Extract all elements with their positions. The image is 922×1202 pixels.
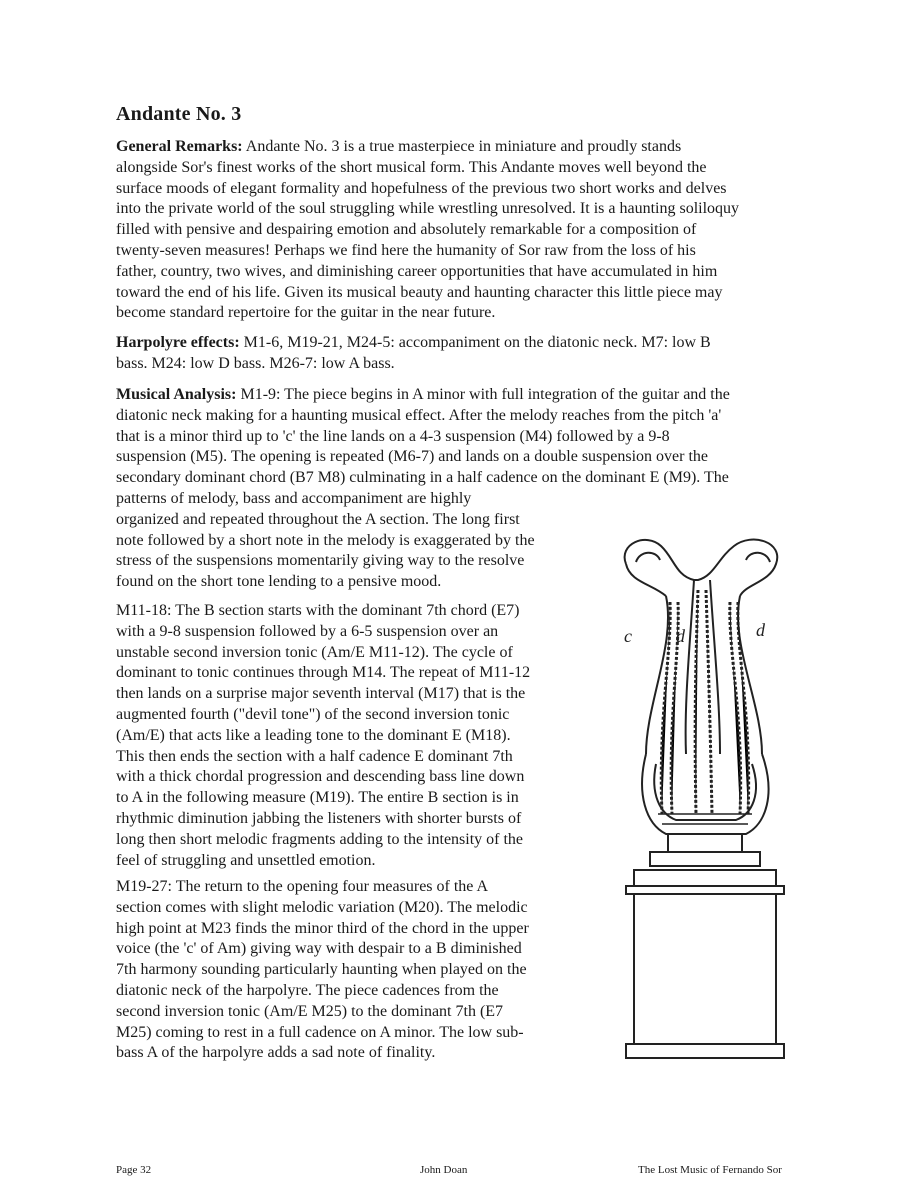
return-section-paragraph (116, 877, 594, 1064)
text-line: This then ends the section with a half cadence E dominant 7th (116, 747, 513, 765)
harpolyre-drawing (606, 524, 806, 1072)
neck-label-d-right: d (756, 620, 765, 640)
text-line: bass A of the harpolyre adds a sad note of finality. (116, 1044, 436, 1062)
text-line: note followed by a short note in the melody is exaggerated by the (116, 531, 535, 549)
neck-label-d-left: d (676, 626, 685, 646)
text-line: second inversion tonic (Am/E M25) to the dominant 7th (E7 (116, 1002, 504, 1020)
text-line: father, country, two wives, and diminishing career opportunities that have accumulated in him (116, 262, 718, 280)
text-line: 7th harmony sounding particularly haunting when played on the (116, 961, 527, 979)
text-line: feel of struggling and unsettled emotion. (116, 851, 376, 869)
text-line: with a 9-8 suspension followed by a 6-5 suspension over an (116, 622, 499, 640)
text-line: then lands on a surprise major seventh interval (M17) that is the (116, 685, 526, 703)
text-line: high point at M23 finds the minor third of the chord in the upper (116, 919, 529, 937)
text-line: stress of the suspensions momentarily giving way to the resolve (116, 552, 525, 570)
text-line: General Remarks: Andante No. 3 is a true masterpiece in miniature and proudly stands (116, 138, 682, 155)
b-section-paragraph (116, 601, 594, 871)
text-line: Harpolyre effects: M1-6, M19-21, M24-5: accompaniment on the diatonic neck. M7: low B (116, 334, 711, 351)
text-line: suspension (M5). The opening is repeated (M6-7) and lands on a double suspension over the (116, 448, 709, 466)
text-line: into the private world of the soul struggling while wrestling unresolved. It is a haunting soliloquy (116, 200, 740, 218)
harpolyre-effects-paragraph (116, 333, 806, 375)
text-line: patterns of melody, bass and accompaniment are highly (116, 489, 472, 507)
text-line: toward the end of his life. Given its musical beauty and haunting character this little piece may (116, 283, 723, 301)
text-line: organized and repeated throughout the A section. The long first (116, 510, 520, 528)
text-line: M19-27: The return to the opening four measures of the A (116, 878, 489, 895)
text-line: augmented fourth ("devil tone") of the second inversion tonic (116, 705, 510, 723)
text-line: secondary dominant chord (B7 M8) culminating in a half cadence on the dominant E (M9). The (116, 469, 729, 487)
neck-label-c: c (624, 626, 632, 646)
text-line: rhythmic diminution jabbing the listeners with shorter bursts of (116, 809, 522, 827)
text-line: surface moods of elegant formality and hopefulness of the previous two short works and delves (116, 179, 727, 197)
musical-analysis-label: Musical Analysis: (116, 386, 237, 403)
text-line: M25) coming to rest in a full cadence on A minor. The low sub- (116, 1023, 524, 1041)
text-line: dominant to tonic continues through M14. The repeat of M11-12 (116, 664, 531, 682)
text-line: found on the short tone lending to a pensive mood. (116, 573, 442, 591)
text-line: become standard repertoire for the guitar in the near future. (116, 304, 496, 322)
general-remarks-paragraph (116, 137, 806, 324)
text-line: twenty-seven measures! Perhaps we find here the humanity of Sor raw from the loss of his (116, 241, 696, 259)
text-line: that is a minor third up to 'c' the line lands on a 4-3 suspension (M4) followed by a 9-8 (116, 427, 670, 445)
page-title: Andante No. 3 (116, 103, 242, 125)
text-line: with a thick chordal progression and descending bass line down (116, 768, 525, 786)
footer-author: John Doan (420, 1164, 468, 1176)
text-line: long then short melodic fragments adding to the intensity of the (116, 830, 524, 848)
general-remarks-label: General Remarks: (116, 138, 243, 155)
text-line: diatonic neck making for a haunting musical effect. After the melody reaches from the pitch 'a' (116, 406, 722, 424)
text-line: alongside Sor's finest works of the short musical form. This Andante moves well beyond the (116, 158, 707, 176)
text-line: diatonic neck of the harpolyre. The piece cadences from the (116, 981, 499, 999)
text-line: (Am/E) that acts like a leading tone to the dominant E (M18). (116, 726, 511, 744)
harpolyre-illustration (606, 524, 806, 1072)
text-line: filled with pensive and despairing emotion and absolutely remarkable for a composition of (116, 221, 697, 239)
text-line: M11-18: The B section starts with the dominant 7th chord (E7) (116, 602, 520, 619)
text-line: unstable second inversion tonic (Am/E M11-12). The cycle of (116, 643, 513, 661)
harpolyre-effects-label: Harpolyre effects: (116, 334, 240, 351)
text-line: voice (the 'c' of Am) giving way with despair to a B diminished (116, 940, 522, 958)
text-line: section comes with slight melodic variation (M20). The melodic (116, 898, 528, 916)
text-line: bass. M24: low D bass. M26-7: low A bass. (116, 354, 395, 372)
footer-book-title: The Lost Music of Fernando Sor (638, 1164, 782, 1176)
text-line: Musical Analysis: M1-9: The piece begins in A minor with full integration of the guitar and the (116, 386, 730, 403)
text-line: to A in the following measure (M19). The entire B section is in (116, 789, 519, 807)
footer-page-number: Page 32 (116, 1164, 152, 1176)
